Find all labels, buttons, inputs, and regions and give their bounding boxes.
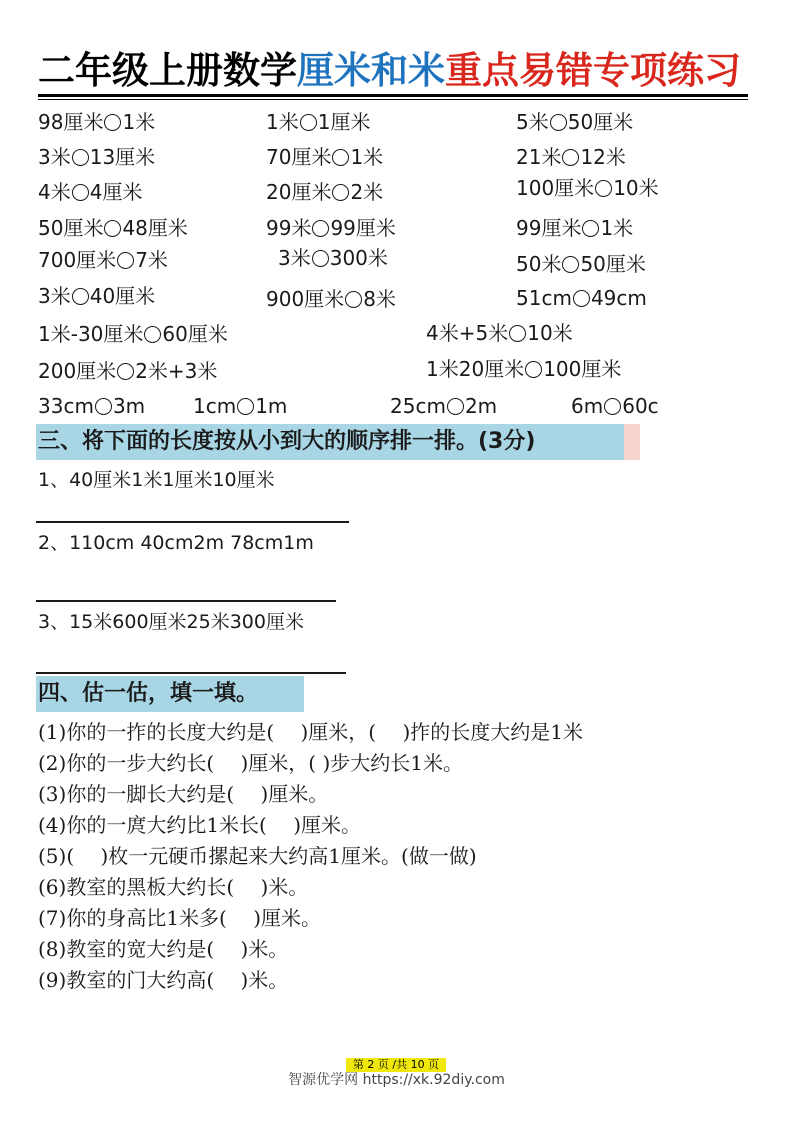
estimate-question: (1)你的一拃的长度大约是( )厘米，( )拃的长度大约是1米 bbox=[38, 720, 583, 744]
compare-circle[interactable] bbox=[117, 363, 134, 380]
compare-circle[interactable] bbox=[104, 114, 121, 131]
site-watermark[interactable]: 智源优学网 https://xk.92diy.com bbox=[288, 1072, 505, 1088]
ordering-question: 3、15米600厘米25米300厘米 bbox=[38, 611, 304, 633]
compare-item: 3米 13厘米 bbox=[38, 145, 156, 169]
answer-line[interactable] bbox=[36, 672, 346, 674]
estimate-question: (4)你的一庹大约比1米长( )厘米。 bbox=[38, 813, 362, 837]
compare-item: 99厘米 1米 bbox=[516, 216, 634, 240]
compare-item: 1米 1厘米 bbox=[266, 110, 371, 134]
compare-item: 6m 60c bbox=[571, 394, 659, 418]
compare-circle[interactable] bbox=[72, 184, 89, 201]
compare-item: 70厘米 1米 bbox=[266, 145, 384, 169]
section-4-heading: 四、估一估，填一填。 bbox=[36, 676, 304, 712]
title-rule-thick bbox=[38, 94, 748, 97]
compare-circle[interactable] bbox=[95, 398, 112, 415]
compare-item: 25cm 2m bbox=[390, 394, 498, 418]
compare-circle[interactable] bbox=[582, 220, 599, 237]
compare-item: 98厘米 1米 bbox=[38, 110, 156, 134]
compare-circle[interactable] bbox=[72, 288, 89, 305]
compare-item: 21米 12米 bbox=[516, 145, 626, 169]
compare-item: 50厘米 48厘米 bbox=[38, 216, 188, 240]
compare-circle[interactable] bbox=[332, 149, 349, 166]
compare-item: 33cm 3m bbox=[38, 394, 146, 418]
compare-item: 3米 300米 bbox=[278, 246, 388, 270]
title-rule-thin bbox=[38, 99, 748, 100]
compare-item: 100厘米 10米 bbox=[516, 176, 659, 200]
estimate-question: (3)你的一脚长大约是( )厘米。 bbox=[38, 782, 329, 806]
compare-circle[interactable] bbox=[604, 398, 621, 415]
estimate-question: (8)教室的宽大约是( )米。 bbox=[38, 937, 289, 961]
compare-circle[interactable] bbox=[72, 149, 89, 166]
compare-item: 1米-30厘米 60厘米 bbox=[38, 322, 228, 346]
compare-item: 900厘米 8米 bbox=[266, 287, 396, 311]
estimate-question: (9)教室的门大约高( )米。 bbox=[38, 968, 289, 992]
ordering-question: 1、40厘米1米1厘米10厘米 bbox=[38, 469, 275, 491]
compare-circle[interactable] bbox=[447, 398, 464, 415]
compare-circle[interactable] bbox=[595, 180, 612, 197]
compare-item: 4米+5米 10米 bbox=[426, 321, 573, 345]
compare-item: 1米20厘米 100厘米 bbox=[426, 357, 622, 381]
section-3-heading: 三、将下面的长度按从小到大的顺序排一排。(3分) bbox=[36, 424, 640, 460]
compare-item: 3米 40厘米 bbox=[38, 284, 156, 308]
compare-circle[interactable] bbox=[509, 325, 526, 342]
compare-item: 200厘米 2米+3米 bbox=[38, 359, 218, 383]
compare-circle[interactable] bbox=[312, 250, 329, 267]
compare-circle[interactable] bbox=[332, 184, 349, 201]
compare-circle[interactable] bbox=[525, 361, 542, 378]
compare-item: 99米 99厘米 bbox=[266, 216, 396, 240]
compare-item: 4米 4厘米 bbox=[38, 180, 143, 204]
compare-circle[interactable] bbox=[144, 326, 161, 343]
page-number: 第 2 页 /共 10 页 bbox=[346, 1058, 446, 1072]
compare-item: 51cm 49cm bbox=[516, 286, 647, 310]
compare-circle[interactable] bbox=[117, 252, 134, 269]
compare-item: 20厘米 2米 bbox=[266, 180, 384, 204]
estimate-question: (6)教室的黑板大约长( )米。 bbox=[38, 875, 309, 899]
title-part-focus: 重点易错专项练习 bbox=[445, 49, 741, 92]
compare-circle[interactable] bbox=[550, 114, 567, 131]
title-part-grade: 二年级上册数学 bbox=[38, 49, 297, 92]
compare-item: 50米 50厘米 bbox=[516, 252, 646, 276]
ordering-question: 2、110cm 40cm2m 78cm1m bbox=[38, 532, 314, 554]
compare-circle[interactable] bbox=[345, 291, 362, 308]
compare-item: 5米 50厘米 bbox=[516, 110, 634, 134]
estimate-question: (7)你的身高比1米多( )厘米。 bbox=[38, 906, 322, 930]
title-part-topic: 厘米和米 bbox=[297, 49, 445, 92]
estimate-question: (5)( )枚一元硬币摞起来大约高1厘米。(做一做) bbox=[38, 844, 477, 868]
compare-item: 1cm 1m bbox=[193, 394, 288, 418]
compare-circle[interactable] bbox=[562, 149, 579, 166]
compare-circle[interactable] bbox=[300, 114, 317, 131]
compare-circle[interactable] bbox=[104, 220, 121, 237]
compare-circle[interactable] bbox=[573, 290, 590, 307]
answer-line[interactable] bbox=[36, 600, 336, 602]
compare-circle[interactable] bbox=[562, 256, 579, 273]
estimate-question: (2)你的一步大约长( )厘米，( )步大约长1米。 bbox=[38, 751, 463, 775]
compare-circle[interactable] bbox=[312, 220, 329, 237]
page-title bbox=[38, 46, 741, 96]
compare-circle[interactable] bbox=[237, 398, 254, 415]
answer-line[interactable] bbox=[36, 521, 349, 523]
compare-item: 700厘米 7米 bbox=[38, 248, 168, 272]
